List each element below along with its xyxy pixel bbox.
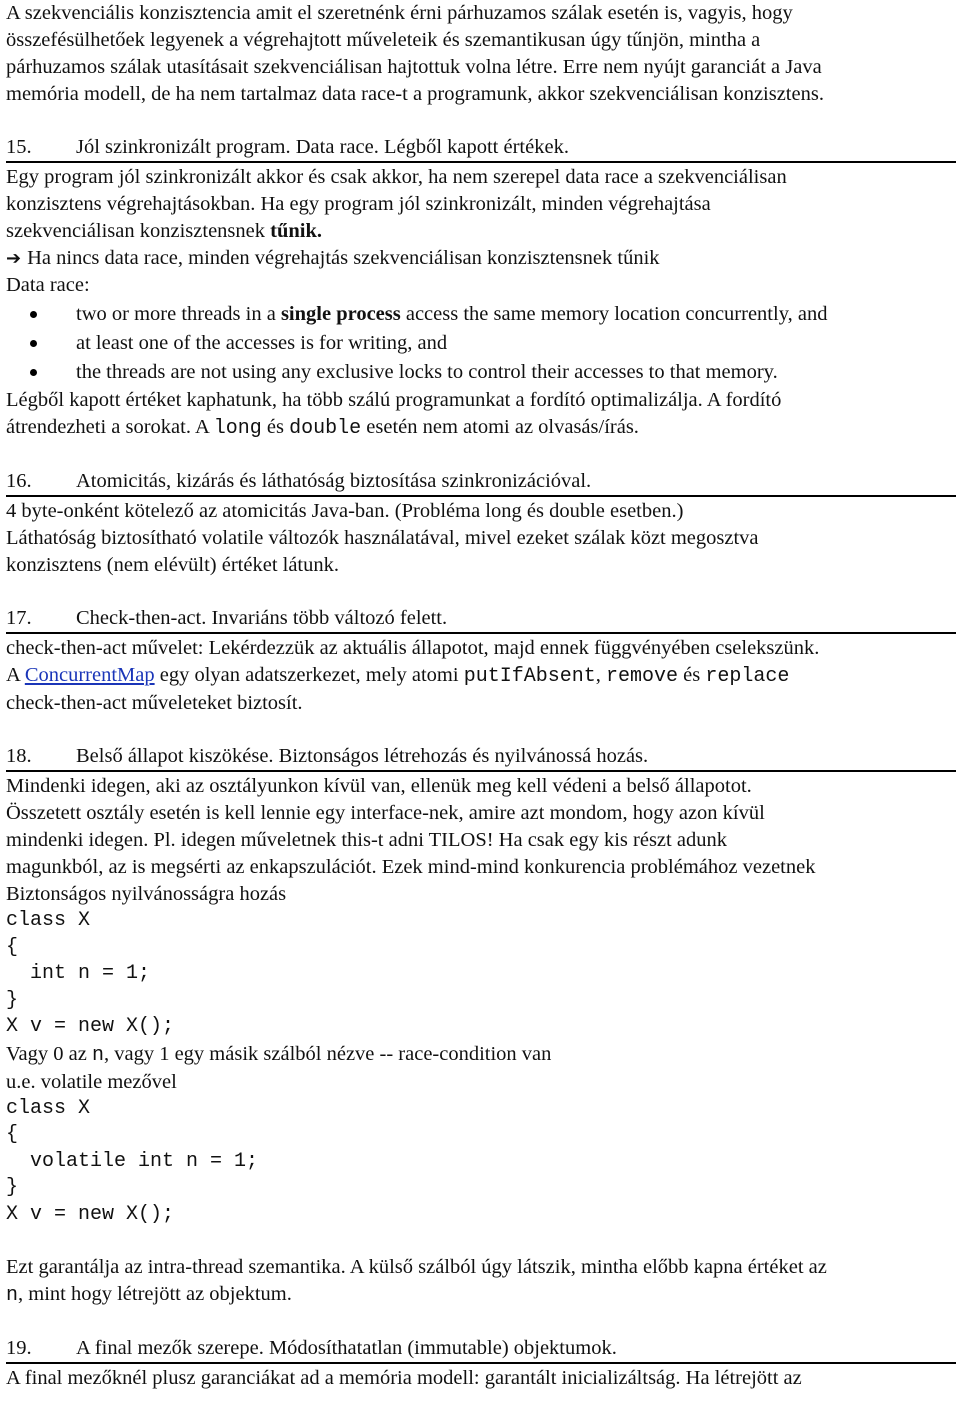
bold-text: tűnik.	[270, 220, 322, 242]
text-line: Légből kapott értéket kaphatunk, ha több szálú programunkat a fordító optimalizálja. A fordító	[6, 389, 782, 411]
section-number: 15.	[6, 136, 32, 158]
text-line: konzisztens (nem elévült) értéket látunk.	[6, 554, 340, 576]
section-number: 19.	[6, 1337, 32, 1359]
text-span: és	[266, 416, 284, 438]
text-span: és	[683, 664, 701, 686]
text-line: A final mezőknél plusz garanciákat ad a memória modell: garantált inicializáltság. Ha létrejött az	[6, 1367, 802, 1389]
text-span: Ha nincs data race, minden végrehajtás szekvenciálisan konzisztensnek tűnik	[27, 247, 660, 269]
text-span: esetén nem atomi az olvasás/írás.	[366, 416, 639, 438]
section-number: 18.	[6, 745, 32, 767]
text-line: összefésülhetőek legyenek a végrehajtott műveleteik és szemantikusan úgy tűnjön, mintha a	[6, 29, 761, 51]
section-title: A final mezők szerepe. Módosíthatatlan (immutable) objektumok.	[76, 1337, 617, 1359]
arrow-line	[6, 245, 956, 272]
arrow-right-icon: ➔	[6, 248, 22, 269]
text-line	[6, 414, 956, 442]
text-span: access the same memory location concurrently, and	[405, 303, 828, 325]
data-race-list	[6, 300, 956, 387]
text-line: magunkból, az is megsérti az enkapszulációt. Ezek mind-mind konkurencia problémához vezetnek	[6, 856, 816, 878]
inline-code: long	[213, 417, 262, 440]
text-line	[6, 1281, 956, 1309]
text-span: two or more threads in a	[76, 303, 276, 325]
data-race-label: Data race:	[6, 274, 90, 296]
concurrentmap-link[interactable]: ConcurrentMap	[24, 664, 155, 686]
text-line: Biztonságos nyilvánosságra hozás	[6, 883, 287, 905]
text-span: szekvenciálisan konzisztensnek	[6, 220, 266, 242]
list-item	[6, 300, 956, 329]
text-line: Ezt garantálja az intra-thread szemantika. A külső szálból úgy látszik, mintha előbb kapna értéket az	[6, 1256, 827, 1278]
section-title: Atomicitás, kizárás és láthatóság biztosítása szinkronizációval.	[76, 470, 592, 492]
text-line: konzisztens végrehajtásokban. Ha egy program jól szinkronizált, minden végrehajtása	[6, 193, 711, 215]
text-span: átrendezheti a sorokat. A	[6, 416, 209, 438]
section-19-heading	[6, 1335, 956, 1364]
text-span: , vagy 1 egy másik szálból nézve -- race-condition van	[103, 1042, 552, 1065]
section-16-heading	[6, 468, 956, 497]
text-line: Mindenki idegen, aki az osztályunkon kívül van, ellenük meg kell védeni a belső állapotot.	[6, 775, 752, 797]
text-span: Vagy 0 az	[6, 1042, 87, 1065]
text-line: A szekvenciális konzisztencia amit el szeretnénk érni párhuzamos szálak esetén is, vagyis, hogy	[6, 2, 793, 24]
list-item: the threads are not using any exclusive locks to control their accesses to that memory.	[6, 358, 956, 387]
code-block: class X { int n = 1; } X v = new X();	[6, 909, 175, 1038]
text-line	[6, 1041, 956, 1069]
inline-code: double	[289, 417, 362, 440]
text-line	[6, 218, 956, 245]
text-span: , mint hogy létrejött az objektum.	[18, 1283, 292, 1305]
section-15-heading	[6, 134, 956, 163]
bold-text: single process	[280, 303, 401, 325]
text-line: memória modell, de ha nem tartalmaz data race-t a programunk, akkor szekvenciálisan konzisztens.	[6, 83, 824, 105]
code-block: class X { volatile int n = 1; } X v = new X();	[6, 1096, 259, 1226]
section-18-heading	[6, 743, 956, 772]
text-line: 4 byte-onként kötelező az atomicitás Java-ban. (Probléma long és double esetben.)	[6, 500, 684, 522]
section-title: Check-then-act. Invariáns több változó felett.	[76, 607, 448, 629]
text-line: mindenki idegen. Pl. idegen műveletnek this-t adni TILOS! Ha csak egy kis részt adunk	[6, 829, 727, 851]
text-line: check-then-act műveleteket biztosít.	[6, 692, 303, 714]
list-item: at least one of the accesses is for writing, and	[6, 329, 956, 358]
text-span: egy olyan adatszerkezet, mely atomi	[159, 664, 459, 686]
inline-code: putIfAbsent	[463, 665, 596, 688]
text-line: A ConcurrentMap egy olyan adatszerkezet, mely atomi putIfAbsent, remove és replace	[6, 664, 790, 688]
text-line: Összetett osztály esetén is kell lennie egy interface-nek, amire azt mondom, hogy azon kívül	[6, 802, 765, 824]
section-17-heading	[6, 605, 956, 634]
text-line: Egy program jól szinkronizált akkor és csak akkor, ha nem szerepel data race a szekvenciálisan	[6, 166, 787, 188]
text-line: check-then-act művelet: Lekérdezzük az aktuális állapotot, majd ennek függvényében cselekszünk.	[6, 637, 820, 659]
text-line: u.e. volatile mezővel	[6, 1070, 177, 1093]
document-page	[6, 0, 956, 1392]
inline-code: n	[6, 1284, 19, 1307]
section-number: 16.	[6, 470, 32, 492]
section-title: Belső állapot kiszökése. Biztonságos létrehozás és nyilvánossá hozás.	[76, 745, 649, 767]
intro-paragraph	[6, 0, 956, 108]
section-number: 17.	[6, 607, 32, 629]
text-line: párhuzamos szálak utasításait szekvenciálisan hajtottuk volna létre. Erre nem nyújt garanciát a Java	[6, 56, 822, 78]
inline-code: n	[91, 1043, 104, 1067]
text-span: A	[6, 664, 20, 686]
inline-code: remove	[605, 665, 678, 688]
inline-code: replace	[705, 665, 790, 688]
section-title: Jól szinkronizált program. Data race. Légből kapott értékek.	[76, 136, 569, 158]
text-line: Láthatóság biztosítható volatile változók használatával, mivel ezeket szálak közt megosztva	[6, 527, 759, 549]
